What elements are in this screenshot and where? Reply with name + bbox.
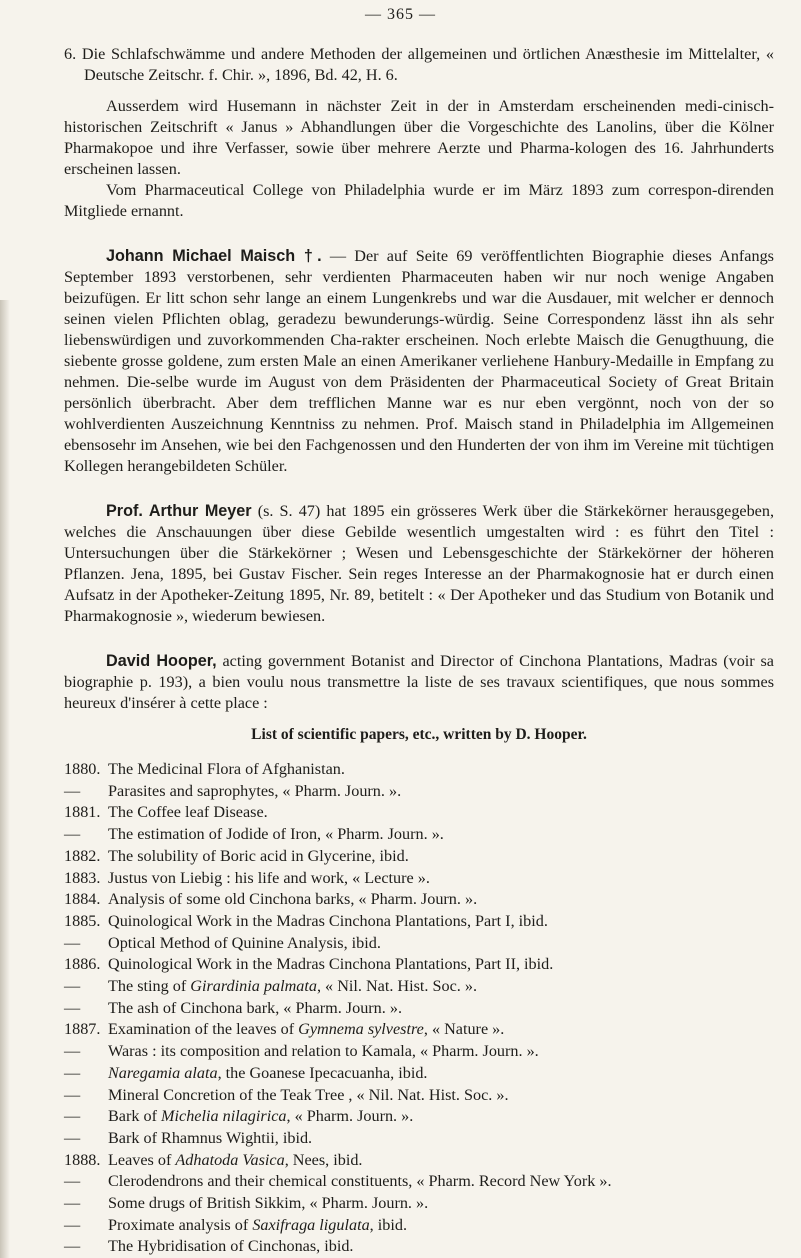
maisch-name: Johann Michael Maisch †. <box>106 247 322 265</box>
entry-text-part: The sting of <box>108 977 191 996</box>
entry-year: — <box>64 1237 81 1256</box>
species-name: Adhatoda Vasica <box>175 1150 285 1169</box>
page-number: — 365 — <box>365 6 436 23</box>
entry-text <box>108 976 774 998</box>
entry-year: — <box>64 1085 81 1104</box>
entry-text-part: Quinological Work in the Madras Cinchona Plantations, Part II, ibid. <box>108 955 554 974</box>
entry-text-part: Quinological Work in the Madras Cinchona Plantations, Part I, ibid. <box>108 911 548 930</box>
list-entry <box>64 1171 774 1193</box>
species-name: Saxifraga ligulata <box>252 1215 370 1234</box>
entry-year: 1886. <box>64 955 101 974</box>
entry-text <box>108 998 774 1020</box>
entry-text <box>108 1041 774 1063</box>
list-entry <box>64 933 774 955</box>
list-entry <box>64 802 774 824</box>
maisch-paragraph <box>64 246 774 477</box>
list-entry <box>64 1106 774 1128</box>
entry-text <box>108 1063 774 1085</box>
list-entry <box>64 1215 774 1237</box>
entry-text-part: Justus von Liebig : his life and work, « Lecture ». <box>108 868 430 887</box>
entry-year: — <box>64 1042 81 1061</box>
entry-text-part: , « Nature ». <box>423 1020 505 1039</box>
entry-text-part: The Coffee leaf Disease. <box>108 803 268 822</box>
entry-text-part: The Hybridisation of Cinchonas, ibid. <box>108 1237 354 1256</box>
entry-year: — <box>64 1172 81 1191</box>
list-entry <box>64 1063 774 1085</box>
entry-text <box>108 911 774 933</box>
entry-year: — <box>64 1107 81 1126</box>
list-entry <box>64 824 774 846</box>
entry-year: — <box>64 781 81 800</box>
entry-year: 1881. <box>64 803 101 822</box>
entry-year: 1888. <box>64 1150 101 1169</box>
maisch-text: — Der auf Seite 69 veröffentlichten Biographie dieses Anfangs September 1893 verstorbenen, sehr verdienten Pharmaceuten haben wir nur noch wenige Angaben beizufügen. Er litt schon sehr lange an einem Lungenkrebs und war die Ausdauer, mit welcher er dennoch seinen vielen Pflichten oblag, geradezu bewunderungs-würdig. Seine Correspondenz lässt ihn als sehr liebenswürdigen und zuvorkommenden Cha-rakter erscheinen. Noch erlebte Maisch die Genugthuung, die siebente grosse goldene, zum ersten Male an einen Amerikaner verliehene Hanbury-Medaille in Empfang zu nehmen. Die-selbe wurde im August von dem Präsidenten der Pharmaceutical Society of Great Britain persönlich überbracht. Aber dem trefflichen Manne war es nur eben vergönnt, noch von der so wohlverdienten Auszeichnung Kenntniss zu nehmen. Prof. Maisch stand in Philadelphia im Allgemeinen ebensosehr im Ansehen, wie bei den Fachgenossen und den Hunderten der von ihm im Vereine mit tüchtigen Kollegen herangebildeten Schüler. <box>64 247 774 475</box>
page-body <box>64 44 774 1258</box>
binding-shadow <box>0 300 10 1258</box>
species-name: Girardinia palmata <box>190 977 317 996</box>
meyer-name: Prof. Arthur Meyer <box>106 502 252 520</box>
entry-text <box>108 1193 774 1215</box>
entry-text <box>108 846 774 868</box>
entry-text <box>108 868 774 890</box>
entry-text-part: Clerodendrons and their chemical constituents, « Pharm. Record New York ». <box>108 1172 612 1191</box>
entry-text-part: The Medicinal Flora of Afghanistan. <box>108 760 345 778</box>
list-entry <box>64 1150 774 1172</box>
entry-year: — <box>64 1063 81 1082</box>
entry-year: — <box>64 1128 81 1147</box>
entry-text-part: The ash of Cinchona bark, « Pharm. Journ. ». <box>108 998 403 1017</box>
entry-text-part: , Nees, ibid. <box>284 1150 363 1169</box>
entry-text <box>108 1128 774 1150</box>
hooper-name: David Hooper, <box>106 652 217 670</box>
entry-year: — <box>64 998 81 1017</box>
list-entry <box>64 889 774 911</box>
entry-text <box>108 954 774 976</box>
list-title: List of scientific papers, etc., written by D. Hooper. <box>251 726 587 743</box>
entry-text <box>108 824 774 846</box>
entry-text-part: Optical Method of Quinine Analysis, ibid. <box>108 933 381 952</box>
entry-text-part: Parasites and saprophytes, « Pharm. Journ. ». <box>108 781 402 800</box>
entry-year: 1883. <box>64 868 101 887</box>
entry-text-part: Bark of <box>108 1107 162 1126</box>
entry-year: — <box>64 1194 81 1213</box>
entry-text <box>108 933 774 955</box>
item-6-paragraph: 6. Die Schlafschwämme und andere Methoden der allgemeinen und örtlichen Anæsthesie im Mittelalter, « Deutsche Zeitschr. f. Chir. », 1896, Bd. 42, H. 6. <box>64 45 774 84</box>
species-name: Michelia nilagirica <box>161 1107 287 1126</box>
publication-list <box>64 759 774 1258</box>
list-entry <box>64 781 774 803</box>
entry-text-part: , « Nil. Nat. Hist. Soc. ». <box>316 977 478 996</box>
entry-text-part: The solubility of Boric acid in Glycerine, ibid. <box>108 846 409 865</box>
entry-year: 1882. <box>64 846 101 865</box>
list-entry <box>64 911 774 933</box>
entry-text-part: , the Goanese Ipecacuanha, ibid. <box>217 1063 428 1082</box>
vom-paragraph: Vom Pharmaceutical College von Philadelphia wurde er im März 1893 zum correspon-direnden Mitgliede ernannt. <box>64 181 774 220</box>
entry-text-part: Examination of the leaves of <box>108 1020 299 1039</box>
entry-text <box>108 1150 774 1172</box>
species-name: Gymnema sylvestre <box>298 1020 424 1039</box>
entry-text <box>108 1019 774 1041</box>
entry-text <box>108 1215 774 1237</box>
entry-year: — <box>64 1215 81 1234</box>
entry-text-part: Leaves of <box>108 1150 176 1169</box>
list-entry <box>64 1128 774 1150</box>
entry-text <box>108 1085 774 1107</box>
entry-text <box>108 759 774 781</box>
list-entry <box>64 1019 774 1041</box>
ausserdem-paragraph: Ausserdem wird Husemann in nächster Zeit in der in Amsterdam erscheinenden medi-cinisch-historischen Zeitschrift « Janus » Abhandlungen über die Vorgeschichte des Lanolins, über die Kölner Pharmakopoe und ihre Verfasser, sowie über mehrere Aerzte und Pharma-kologen des 16. Jahrhunderts erscheinen lassen. <box>64 97 774 178</box>
list-entry <box>64 954 774 976</box>
entry-text <box>108 1171 774 1193</box>
entry-year: 1884. <box>64 890 101 909</box>
list-entry <box>64 1236 774 1258</box>
list-entry <box>64 1193 774 1215</box>
hooper-paragraph <box>64 651 774 714</box>
entry-year: 1880. <box>64 760 101 778</box>
hooper-text: acting government Botanist and Director of Cinchona Plantations, Madras (voir sa biographie p. 193), a bien voulu nous transmettre la liste de ses travaux scientifiques, que nous sommes heureux d'insérer à cette place : <box>64 652 774 712</box>
entry-text-part: The estimation of Jodide of Iron, « Pharm. Journ. ». <box>108 825 444 844</box>
entry-year: — <box>64 933 81 952</box>
entry-year: — <box>64 977 81 996</box>
meyer-text: (s. S. 47) hat 1895 ein grösseres Werk über die Stärkekörner herausgegeben, welches die Anschauungen über diese Gebilde wesentlich umgestalten wird : es führt den Titel : Untersuchungen über die Stärkekörner ; Wesen und Lebensgeschichte der Stärkekörner der höheren Pflanzen. Jena, 1895, bei Gustav Fischer. Sein reges Interesse an der Pharmakognosie hat er durch einen Aufsatz in der Apotheker-Zeitung 1895, Nr. 89, betitelt : « Der Apotheker und das Studium von Botanik und Pharmakognosie », wiederum bewiesen. <box>64 502 775 625</box>
entry-year: — <box>64 825 81 844</box>
list-entry <box>64 998 774 1020</box>
entry-text-part: Mineral Concretion of the Teak Tree , « Nil. Nat. Hist. Soc. ». <box>108 1085 509 1104</box>
entry-text-part: Analysis of some old Cinchona barks, « Pharm. Journ. ». <box>108 890 478 909</box>
entry-text <box>108 1236 774 1258</box>
entry-text <box>108 802 774 824</box>
list-entry <box>64 1041 774 1063</box>
entry-text-part: , ibid. <box>369 1215 407 1234</box>
entry-year: 1885. <box>64 911 101 930</box>
list-entry <box>64 976 774 998</box>
entry-text-part: Proximate analysis of <box>108 1215 253 1234</box>
entry-text-part: Some drugs of British Sikkim, « Pharm. Journ. ». <box>108 1194 429 1213</box>
list-entry <box>64 868 774 890</box>
list-entry <box>64 1085 774 1107</box>
list-entry <box>64 846 774 868</box>
entry-text-part: , « Pharm. Journ. ». <box>286 1107 414 1126</box>
meyer-paragraph <box>64 501 774 627</box>
entry-text <box>108 781 774 803</box>
entry-text <box>108 889 774 911</box>
list-entry <box>64 759 774 781</box>
entry-text-part: Bark of Rhamnus Wightii, ibid. <box>108 1128 313 1147</box>
entry-year: 1887. <box>64 1020 101 1039</box>
entry-text <box>108 1106 774 1128</box>
species-name: Naregamia alata <box>108 1063 218 1082</box>
entry-text-part: Waras : its composition and relation to Kamala, « Pharm. Journ. ». <box>108 1042 539 1061</box>
